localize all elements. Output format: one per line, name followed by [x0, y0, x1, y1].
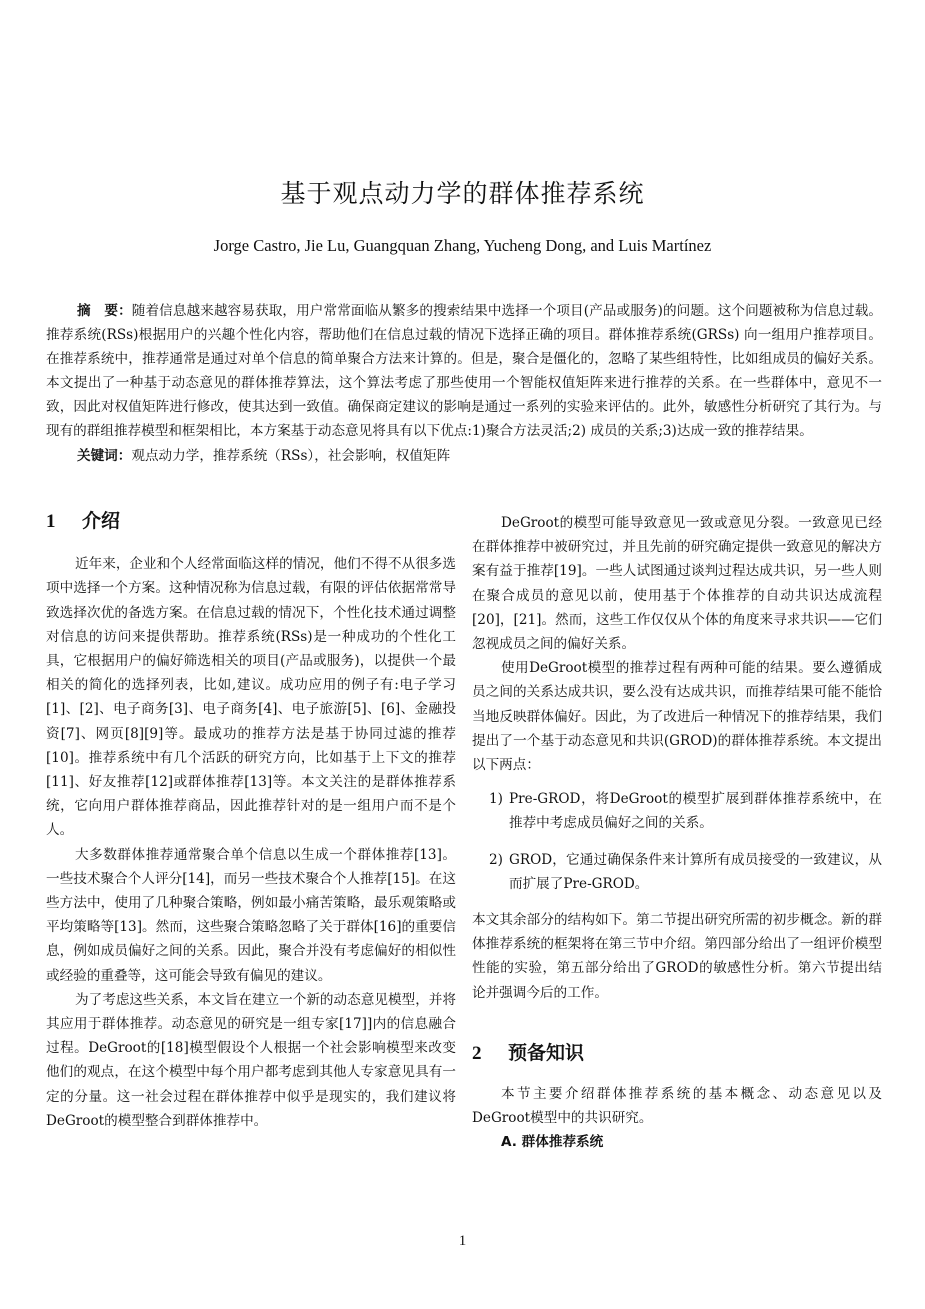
abstract [46, 299, 882, 443]
abstract-block [46, 299, 882, 468]
paragraph: 大多数群体推荐通常聚合单个信息以生成一个群体推荐[13]。一些技术聚合个人评分[14]，而另一些技术聚合个人推荐[15]。在这些方法中，使用了几种聚合策略，例如最小痛苦策略，最乐观策略或平均策略等[13]。然而，这些聚合策略忽略了关于群体[16]的重要信息，例如成员偏好之间的关系。因此，聚合并没有考虑偏好的相似性或经验的重叠等，这可能会导致有偏见的建议。 [46, 846, 456, 984]
left-column [46, 509, 456, 1133]
section-1-heading [46, 509, 456, 534]
list-item [472, 787, 882, 835]
list-item-text: Pre-GROD，将DeGroot的模型扩展到群体推荐系统中，在推荐中考虑成员偏好之间的关系。 [509, 791, 882, 832]
list-marker: 2) [489, 851, 503, 868]
section-1-title: 介绍 [82, 510, 121, 532]
paragraph: 本文其余部分的结构如下。第二节提出研究所需的初步概念。新的群体推荐系统的框架将在第三节中介绍。第四部分给出了一组评价模型性能的实验，第五部分给出了GROD的敏感性分析。第六节提出结论并强调今后的工作。 [472, 912, 882, 1001]
section-2-heading [472, 1041, 882, 1066]
abstract-label: 摘 要： [77, 303, 132, 319]
list-item [472, 848, 882, 896]
paragraph: 本节主要介绍群体推荐系统的基本概念、动态意见以及DeGroot模型中的共识研究。 [472, 1086, 882, 1127]
paragraph: DeGroot的模型可能导致意见一致或意见分裂。一致意见已经在群体推荐中被研究过，并且先前的研究确定提供一致意见的解决方案有益于推荐[19]。一些人试图通过谈判过程达成共识，另一些人则在聚合成员的意见以前，使用基于个体推荐的自动共识达成流程[20]，[21]。然而，这些工作仅仅从个体的角度来寻求共识——它们忽视成员之间的偏好关系。 [472, 515, 882, 653]
paragraph: 为了考虑这些关系，本文旨在建立一个新的动态意见模型，并将其应用于群体推荐。动态意见的研究是一组专家[17]]内的信息融合过程。DeGroot的[18]模型假设个人根据一个社会影响模型来改变他们的观点，在这个模型中每个用户都考虑到其他人专家意见具有一定的分量。这一社会过程在群体推荐中似乎是现实的，我们建议将DeGroot的模型整合到群体推荐中。 [46, 991, 456, 1129]
paper-title: 基于观点动力学的群体推荐系统 [280, 179, 645, 208]
section-1-number: 1 [46, 511, 56, 532]
section-2-number: 2 [472, 1042, 482, 1064]
list-marker: 1) [489, 791, 503, 808]
page-number: 1 [458, 1233, 467, 1249]
author-list: Jorge Castro, Jie Lu, Guangquan Zhang, Yucheng Dong, and Luis Martínez [213, 236, 712, 255]
keywords-label: 关键词： [77, 448, 132, 464]
paragraph: 使用DeGroot模型的推荐过程有两种可能的结果。要么遵循成员之间的关系达成共识，要么没有达成共识，而推荐结果可能不能恰当地反映群体偏好。因此，为了改进后一种情况下的推荐结果，我们提出了一个基于动态意见和共识(GROD)的群体推荐系统。本文提出以下两点： [472, 660, 882, 774]
subsection-heading: A. 群体推荐系统 [501, 1134, 604, 1151]
keywords [46, 444, 882, 468]
abstract-text: 随着信息越来越容易获取，用户常常面临从繁多的搜索结果中选择一个项目(产品或服务)的问题。这个问题被称为信息过载。推荐系统(RSs)根据用户的兴趣个性化内容，帮助他们在信息过载的情况下选择正确的项目。群体推荐系统(GRSs) 向一组用户推荐项目。在推荐系统中，推荐通常是通过对单个信息的简单聚合方法来计算的。但是，聚合是僵化的，忽略了某些组特性，比如组成员的偏好关系。本文提出了一种基于动态意见的群体推荐算法，这个算法考虑了那些使用一个智能权值矩阵来进行推荐的关系。在一些群体中，意见不一致，因此对权值矩阵进行修改，使其达到一致值。确保商定建议的影响是通过一系列的实验来评估的。此外，敏感性分析研究了其行为。与现有的群组推荐模型和框架相比，本方案基于动态意见将具有以下优点:1)聚合方法灵活;2) 成员的关系;3)达成一致的推荐结果。 [46, 303, 882, 439]
paragraph: 近年来，企业和个人经常面临这样的情况，他们不得不从很多选项中选择一个方案。这种情况称为信息过载，有限的评估依据常常导致选择次优的备选方案。在信息过载的情况下，个性化技术通过调整对信息的访问来提供帮助。推荐系统(RSs)是一种成功的个性化工具，它根据用户的偏好筛选相关的项目(产品或服务)，以提供一个最相关的简化的选择列表，比如,建议。成功应用的例子有:电子学习[1]、[2]、电子商务[3]、电子商务[4]、电子旅游[5]、[6]、金融投资[7]、网页[8][9]等。最成功的推荐方法是基于协同过滤的推荐[10]。推荐系统中有几个活跃的研究方向，比如基于上下文的推荐[11]、好友推荐[12]或群体推荐[13]等。本文关注的是群体推荐系统，它向用户群体推荐商品，因此推荐针对的是一组用户而不是个人。 [46, 556, 456, 839]
list-item-text: GROD，它通过确保条件来计算所有成员接受的一致建议，从而扩展了Pre-GROD。 [509, 851, 882, 892]
contribution-list [472, 787, 882, 896]
section-2-title: 预备知识 [508, 1041, 585, 1064]
keywords-text: 观点动力学，推荐系统（RSs），社会影响，权值矩阵 [131, 448, 451, 464]
right-column [472, 511, 882, 1155]
